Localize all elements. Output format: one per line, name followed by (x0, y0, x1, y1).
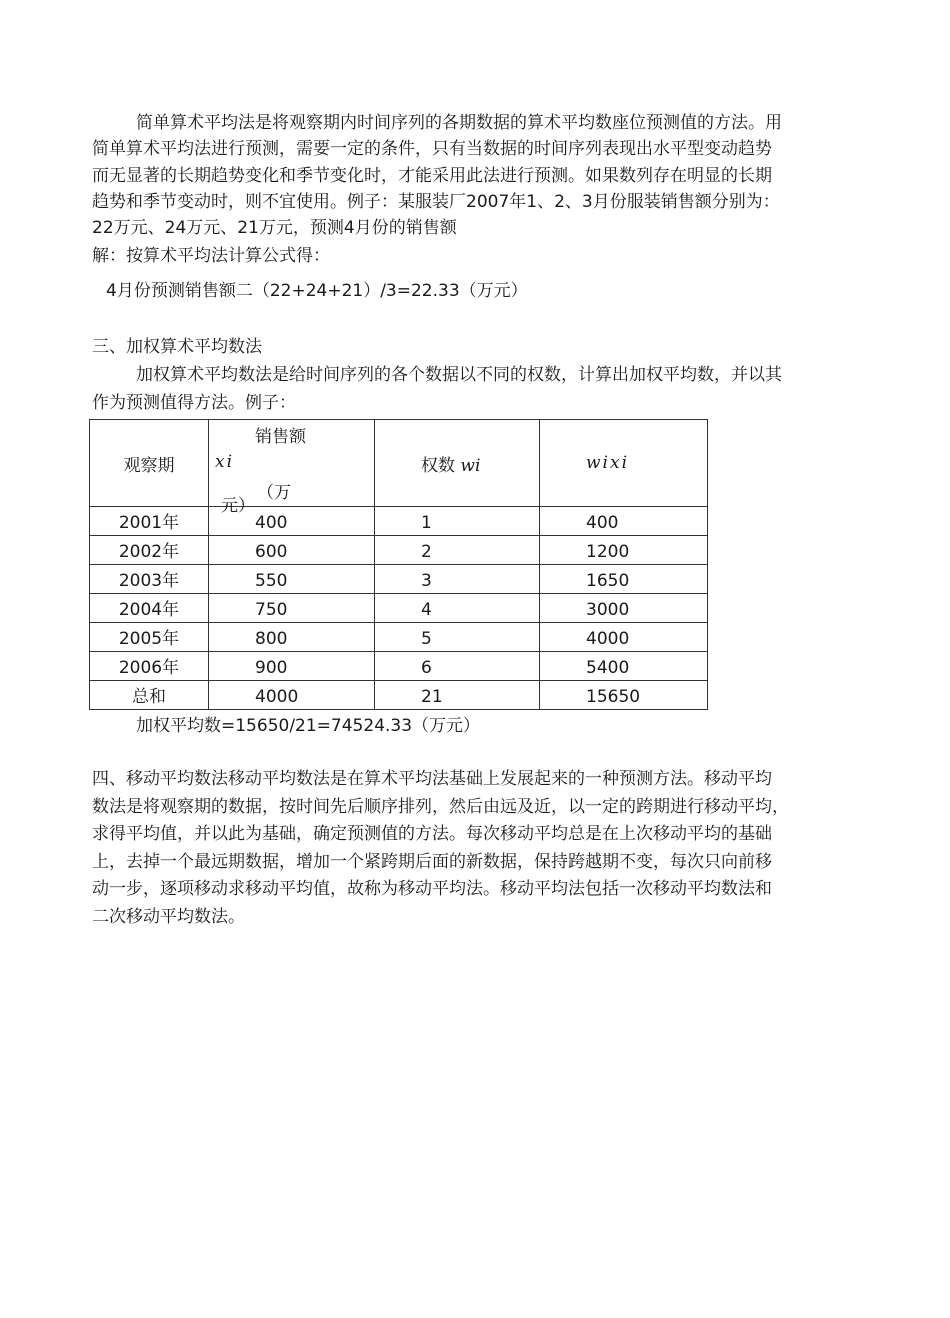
cell-product (540, 507, 708, 536)
cell-product-value: 15650 (586, 687, 641, 707)
cell-weight-value: 1 (421, 513, 432, 533)
header-period (90, 420, 209, 507)
cell-period (90, 594, 209, 623)
cell-product (540, 565, 708, 594)
cell-sales (209, 681, 375, 710)
cell-weight (375, 652, 540, 681)
section4-line-5: 动一步，逐项移动求移动平均值，故称为移动平均法。移动平均法包括一次移动平均数法和 (92, 879, 772, 899)
section4-line-6: 二次移动平均数法。 (92, 907, 245, 927)
intro-line-2: 简单算术平均法进行预测，需要一定的条件，只有当数据的时间序列表现出水平型变动趋势 (92, 139, 772, 159)
cell-period-value: 2004年 (118, 600, 180, 620)
table-row (90, 594, 708, 623)
cell-sales-value: 4000 (255, 687, 299, 707)
header-sales (209, 420, 375, 516)
cell-weight (375, 536, 540, 565)
cell-sales-value: 550 (255, 571, 288, 591)
header-unit-label: （万 (257, 483, 291, 503)
cell-weight-value: 2 (421, 542, 432, 562)
table-row (90, 536, 708, 565)
cell-period-value: 2002年 (118, 542, 180, 562)
table-header-row (90, 420, 708, 507)
cell-weight-value: 3 (421, 571, 432, 591)
cell-product-value: 400 (586, 513, 619, 533)
cell-product-value: 3000 (586, 600, 630, 620)
cell-weight (375, 594, 540, 623)
cell-period (90, 536, 209, 565)
header-product-label: wixi (586, 453, 630, 473)
header-unit-cut: 元） (221, 496, 255, 516)
cell-period-value: 2003年 (118, 571, 180, 591)
cell-weight-value: 4 (421, 600, 432, 620)
cell-sales (209, 623, 375, 652)
cell-weight-value: 21 (421, 687, 443, 707)
cell-product-value: 5400 (586, 658, 630, 678)
table-row (90, 565, 708, 594)
header-weight-label: 权数 (421, 455, 455, 476)
section4-line-3: 求得平均值，并以此为基础，确定预测值的方法。每次移动平均总是在上次移动平均的基础 (92, 824, 772, 844)
intro-line-4: 趋势和季节变动时，则不宜使用。例子：某服装厂2007年1、2、3月份服装销售额分别为： (92, 192, 780, 212)
cell-sales (209, 652, 375, 681)
section3-line-1: 加权算术平均数法是给时间序列的各个数据以不同的权数，计算出加权平均数，并以其 (136, 365, 782, 385)
cell-sales-value: 400 (255, 513, 288, 533)
cell-period (90, 623, 209, 652)
cell-sales (209, 594, 375, 623)
section4-line-4: 上，去掉一个最远期数据，增加一个紧跨期后面的新数据，保持跨越期不变，每次只向前移 (92, 852, 772, 872)
cell-period (90, 652, 209, 681)
weighted-result: 加权平均数=15650/21=74524.33（万元） (136, 716, 481, 736)
solution-line: 解：按算术平均法计算公式得： (92, 246, 330, 266)
section4-line-1: 四、移动平均数法移动平均数法是在算术平均法基础上发展起来的一种预测方法。移动平均 (92, 769, 772, 789)
table-row (90, 623, 708, 652)
header-sales-label: 销售额 (255, 427, 306, 447)
cell-product (540, 594, 708, 623)
cell-weight-value: 6 (421, 658, 432, 678)
cell-product (540, 681, 708, 710)
cell-sales (209, 536, 375, 565)
formula-line: 4月份预测销售额二（22+24+21）/3=22.33（万元） (106, 281, 528, 301)
cell-sales-value: 750 (255, 600, 288, 620)
cell-weight (375, 623, 540, 652)
cell-period-value: 2005年 (118, 629, 180, 649)
intro-line-3: 而无显著的长期趋势变化和季节变化时，才能采用此法进行预测。如果数列存在明显的长期 (92, 166, 772, 186)
cell-sales-value: 600 (255, 542, 288, 562)
cell-product (540, 652, 708, 681)
intro-line-1: 简单算术平均法是将观察期内时间序列的各期数据的算术平均数座位预测值的方法。用 (136, 113, 782, 133)
cell-product (540, 536, 708, 565)
cell-sales-value: 900 (255, 658, 288, 678)
cell-weight (375, 507, 540, 536)
cell-period (90, 507, 209, 536)
header-period-label: 观察期 (123, 455, 175, 476)
cell-weight (375, 681, 540, 710)
cell-weight-value: 5 (421, 629, 432, 649)
header-product (540, 420, 708, 507)
header-xi-var: xi (215, 452, 235, 472)
cell-period-value: 总和 (132, 687, 166, 707)
cell-period (90, 681, 209, 710)
cell-period (90, 565, 209, 594)
cell-product (540, 623, 708, 652)
section4-line-2: 数法是将观察期的数据，按时间先后顺序排列，然后由远及近，以一定的跨期进行移动平均， (92, 797, 789, 817)
intro-line-5: 22万元、24万元、21万元，预测4月份的销售额 (92, 218, 457, 238)
cell-sales-value: 800 (255, 629, 288, 649)
cell-sales (209, 565, 375, 594)
header-weight (375, 420, 540, 507)
table-row (90, 507, 708, 536)
cell-product-value: 4000 (586, 629, 630, 649)
cell-product-value: 1650 (586, 571, 630, 591)
cell-period-value: 2001年 (118, 513, 180, 533)
cell-product-value: 1200 (586, 542, 630, 562)
section3-heading: 三、加权算术平均数法 (92, 337, 262, 357)
section3-line-2: 作为预测值得方法。例子： (92, 393, 296, 413)
cell-period-value: 2006年 (118, 658, 180, 678)
table-row (90, 652, 708, 681)
table-row (90, 681, 708, 710)
header-weight-var: wi (460, 455, 481, 476)
weighted-table (89, 419, 708, 710)
cell-weight (375, 565, 540, 594)
